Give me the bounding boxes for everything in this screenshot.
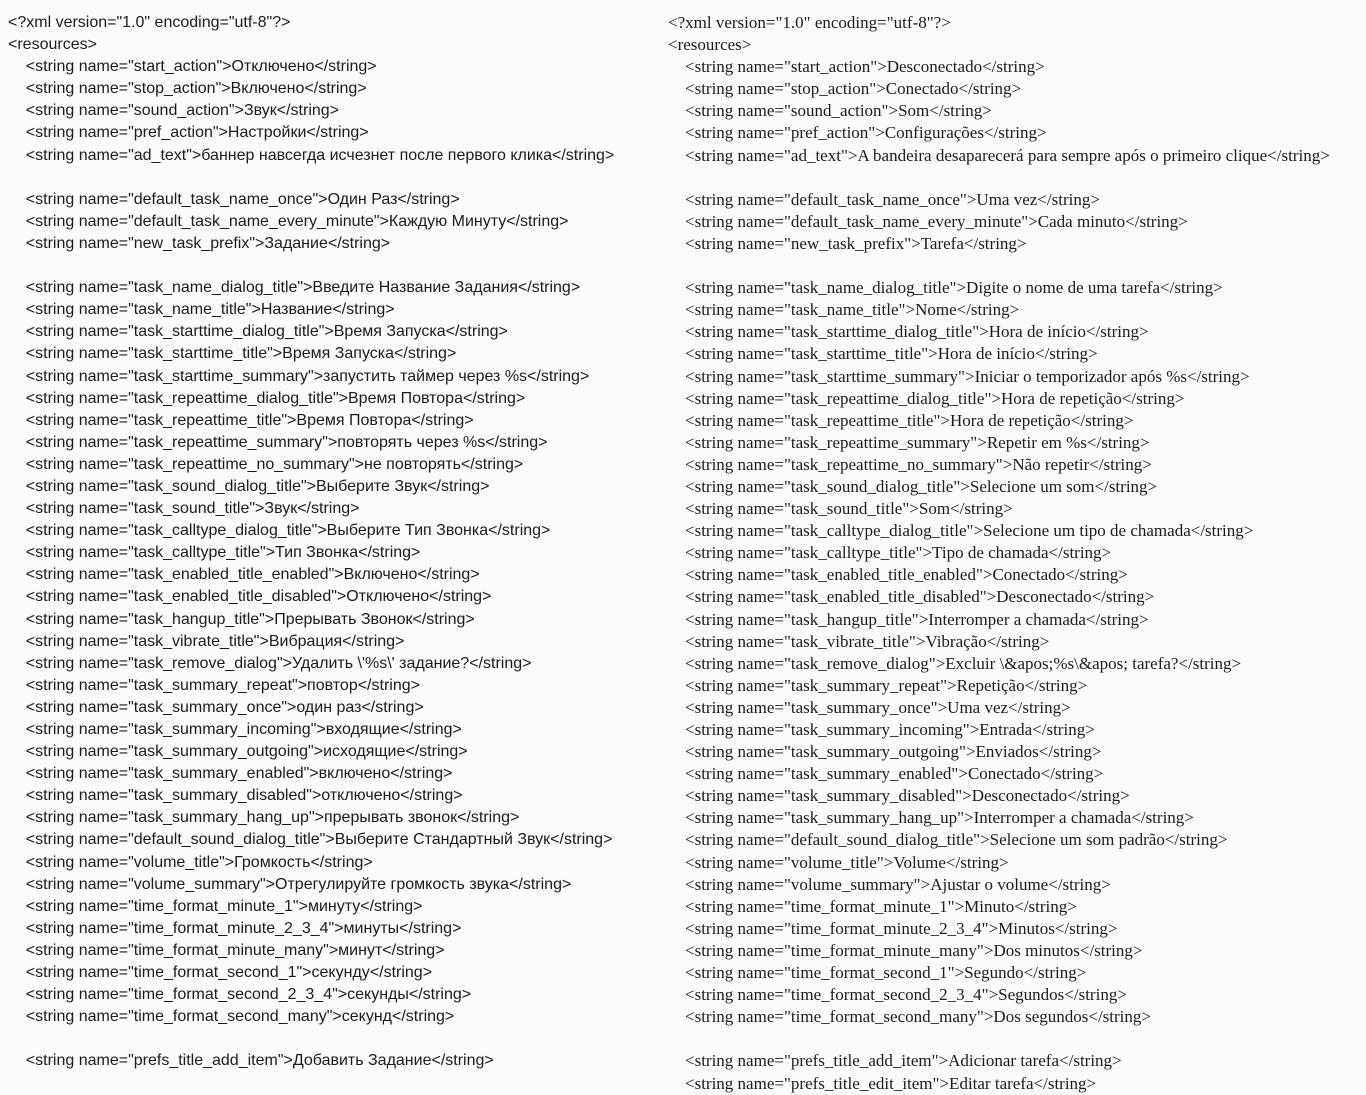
xml-line: <string name="time_format_second_2_3_4">Segundos</string> — [668, 985, 1127, 1005]
xml-line — [8, 167, 660, 189]
xml-line: <string name="default_task_name_once">Один Раз</string> — [8, 190, 460, 208]
xml-line: <string name="stop_action">Включено</string> — [8, 80, 367, 98]
xml-line: <string name="task_starttime_title">Hora de início</string> — [668, 344, 1098, 364]
xml-line: <string name="task_enabled_title_disabled">Отключено</string> — [8, 588, 492, 606]
xml-line: <string name="task_starttime_dialog_title">Время Запуска</string> — [8, 323, 508, 341]
xml-line: <string name="task_starttime_dialog_title">Hora de início</string> — [668, 322, 1149, 342]
xml-line: <string name="task_name_title">Название</string> — [8, 301, 395, 319]
xml-line: <string name="task_enabled_title_enabled">Включено</string> — [8, 566, 480, 584]
xml-line: <string name="time_format_second_many">секунд</string> — [8, 1008, 455, 1026]
xml-line: <string name="pref_action">Настройки</string> — [8, 124, 369, 142]
xml-line: <string name="task_repeattime_dialog_title">Время Повтора</string> — [8, 389, 526, 407]
xml-line: <string name="sound_action">Звук</string> — [8, 102, 340, 120]
xml-line: <string name="task_summary_repeat">повтор</string> — [8, 676, 420, 694]
xml-line: <string name="task_repeattime_no_summary">не повторять</string> — [8, 455, 524, 473]
xml-line: <string name="ad_text">баннер навсегда исчезнет после первого клика</string> — [8, 146, 615, 164]
xml-line: <string name="task_summary_hang_up">прерывать звонок</string> — [8, 809, 520, 827]
xml-line: <string name="start_action">Desconectado</string> — [668, 57, 1045, 77]
xml-line: <string name="task_remove_dialog">Excluir \&apos;%s\&apos; tarefa?</string> — [668, 653, 1242, 673]
xml-line: <string name="task_calltype_dialog_title">Selecione um tipo de chamada</string> — [668, 521, 1254, 541]
xml-line: <string name="task_summary_once">один раз</string> — [8, 698, 424, 716]
xml-line: <string name="task_summary_once">Uma vez</string> — [668, 697, 1071, 717]
xml-line: <string name="task_hangup_title">Interromper a chamada</string> — [668, 609, 1149, 629]
xml-line: <string name="task_vibrate_title">Вибрация</string> — [8, 632, 405, 650]
xml-line: <string name="task_summary_disabled">отключено</string> — [8, 787, 463, 805]
xml-line: <string name="task_name_dialog_title">Введите Название Задания</string> — [8, 279, 581, 297]
xml-line: <string name="task_summary_repeat">Repetição</string> — [668, 675, 1088, 695]
xml-line: <string name="task_summary_disabled">Desconectado</string> — [668, 786, 1130, 806]
xml-line: <string name="prefs_title_add_item">Adicionar tarefa</string> — [668, 1051, 1122, 1071]
xml-line: <string name="volume_title">Volume</string> — [668, 852, 1009, 872]
xml-file-right-portuguese — [668, 0, 1366, 1095]
xml-line: <string name="default_sound_dialog_title">Выберите Стандартный Звук</string> — [8, 831, 613, 849]
xml-line: <string name="time_format_second_many">Dos segundos</string> — [668, 1007, 1151, 1027]
xml-line: <string name="task_summary_outgoing">Enviados</string> — [668, 742, 1102, 762]
xml-line: <string name="task_summary_incoming">входящие</string> — [8, 721, 462, 738]
xml-line: <string name="task_sound_title">Som</string> — [668, 499, 1013, 519]
xml-line: <string name="task_name_dialog_title">Digite o nome de uma tarefa</string> — [668, 278, 1223, 298]
xml-line: <string name="new_task_prefix">Tarefa</string> — [668, 233, 1027, 253]
xml-line: <string name="time_format_minute_2_3_4">минуты</string> — [8, 919, 462, 937]
xml-line: <string name="task_enabled_title_enabled">Conectado</string> — [668, 565, 1128, 585]
xml-line — [668, 167, 1366, 189]
xml-line: <string name="default_task_name_every_minute">Каждую Минуту</string> — [8, 212, 569, 230]
xml-line: <string name="task_starttime_summary">Iniciar o temporizador após %s</string> — [668, 366, 1250, 386]
xml-line: <string name="time_format_second_1">Segundo</string> — [668, 963, 1087, 983]
xml-line: <string name="new_task_prefix">Задание</string> — [8, 234, 391, 252]
xml-line: <resources> — [668, 35, 752, 55]
xml-line: <string name="task_repeattime_title">Время Повтора</string> — [8, 411, 474, 429]
xml-line: <string name="time_format_minute_1">минуту</string> — [8, 897, 423, 915]
xml-line: <string name="task_starttime_title">Время Запуска</string> — [8, 345, 457, 363]
xml-line: <string name="time_format_second_1">секунду</string> — [8, 964, 433, 982]
xml-line — [668, 1028, 1366, 1050]
xml-line: <string name="task_enabled_title_disabled">Desconectado</string> — [668, 587, 1155, 607]
xml-line: <string name="default_task_name_every_minute">Cada minuto</string> — [668, 211, 1188, 231]
xml-line: <string name="task_calltype_title">Tipo de chamada</string> — [668, 543, 1112, 563]
xml-line: <string name="sound_action">Som</string> — [668, 101, 992, 121]
xml-line: <string name="task_summary_outgoing">исходящие</string> — [8, 743, 468, 761]
xml-line: <string name="time_format_minute_2_3_4">Minutos</string> — [668, 918, 1118, 938]
xml-line — [668, 255, 1366, 277]
xml-line: <string name="task_vibrate_title">Vibração</string> — [668, 631, 1050, 651]
xml-line: <string name="task_sound_dialog_title">Выберите Звук</string> — [8, 477, 490, 495]
xml-line: <string name="time_format_minute_1">Minuto</string> — [668, 896, 1077, 916]
xml-line: <string name="task_summary_incoming">Entrada</string> — [668, 720, 1095, 739]
xml-line: <string name="default_sound_dialog_title">Selecione um som padrão</string> — [668, 830, 1228, 850]
xml-line: <?xml version="1.0" encoding="utf-8"?> — [8, 14, 291, 31]
xml-line: <string name="start_action">Отключено</string> — [8, 58, 377, 76]
xml-line: <string name="prefs_title_add_item">Добавить Задание</string> — [8, 1052, 494, 1070]
xml-line: <string name="task_summary_enabled">включено</string> — [8, 765, 453, 783]
xml-line: <string name="pref_action">Configurações</string> — [668, 123, 1047, 143]
xml-line: <string name="task_repeattime_summary">Repetir em %s</string> — [668, 432, 1150, 452]
xml-line: <string name="task_repeattime_no_summary">Não repetir</string> — [668, 454, 1152, 474]
xml-line: <string name="task_sound_title">Звук</string> — [8, 500, 360, 518]
xml-line: <string name="default_task_name_once">Uma vez</string> — [668, 189, 1100, 209]
xml-line — [8, 255, 660, 277]
xml-line: <string name="task_starttime_summary">запустить таймер через %s</string> — [8, 367, 590, 385]
xml-line: <resources> — [8, 36, 97, 54]
xml-line: <string name="time_format_second_2_3_4">секунды</string> — [8, 986, 472, 1004]
xml-line: <string name="task_calltype_title">Тип Звонка</string> — [8, 544, 421, 562]
xml-line: <string name="task_remove_dialog">Удалить \'%s\' задание?</string> — [8, 654, 532, 672]
xml-line: <string name="volume_summary">Ajustar o volume</string> — [668, 874, 1111, 894]
xml-line: <string name="task_summary_hang_up">Interromper a chamada</string> — [668, 808, 1194, 828]
xml-line: <string name="task_repeattime_summary">повторять через %s</string> — [8, 433, 548, 451]
xml-line: <string name="prefs_title_edit_item">Editar tarefa</string> — [668, 1073, 1097, 1093]
xml-line: <string name="time_format_minute_many">Dos minutos</string> — [668, 940, 1143, 960]
xml-line: <string name="task_name_title">Nome</string> — [668, 300, 1020, 320]
xml-line: <string name="task_hangup_title">Прерывать Звонок</string> — [8, 610, 475, 628]
xml-file-left-russian — [8, 0, 660, 1073]
xml-line — [8, 1028, 660, 1050]
xml-line: <string name="ad_text">A bandeira desaparecerá para sempre após o primeiro clique</string> — [668, 145, 1330, 165]
xml-line: <string name="task_repeattime_title">Hora de repetição</string> — [668, 410, 1134, 430]
xml-line: <string name="task_summary_enabled">Conectado</string> — [668, 764, 1104, 784]
xml-line: <string name="stop_action">Conectado</string> — [668, 79, 1022, 99]
xml-line: <string name="time_format_minute_many">минут</string> — [8, 941, 445, 959]
xml-line: <string name="task_sound_dialog_title">Selecione um som</string> — [668, 476, 1158, 496]
xml-line: <?xml version="1.0" encoding="utf-8"?> — [668, 13, 951, 32]
xml-line: <string name="volume_title">Громкость</string> — [8, 853, 373, 871]
xml-line: <string name="task_repeattime_dialog_title">Hora de repetição</string> — [668, 388, 1185, 408]
xml-line: <string name="task_calltype_dialog_title">Выберите Тип Звонка</string> — [8, 522, 551, 540]
xml-line: <string name="volume_summary">Отрегулируйте громкость звука</string> — [8, 875, 572, 893]
